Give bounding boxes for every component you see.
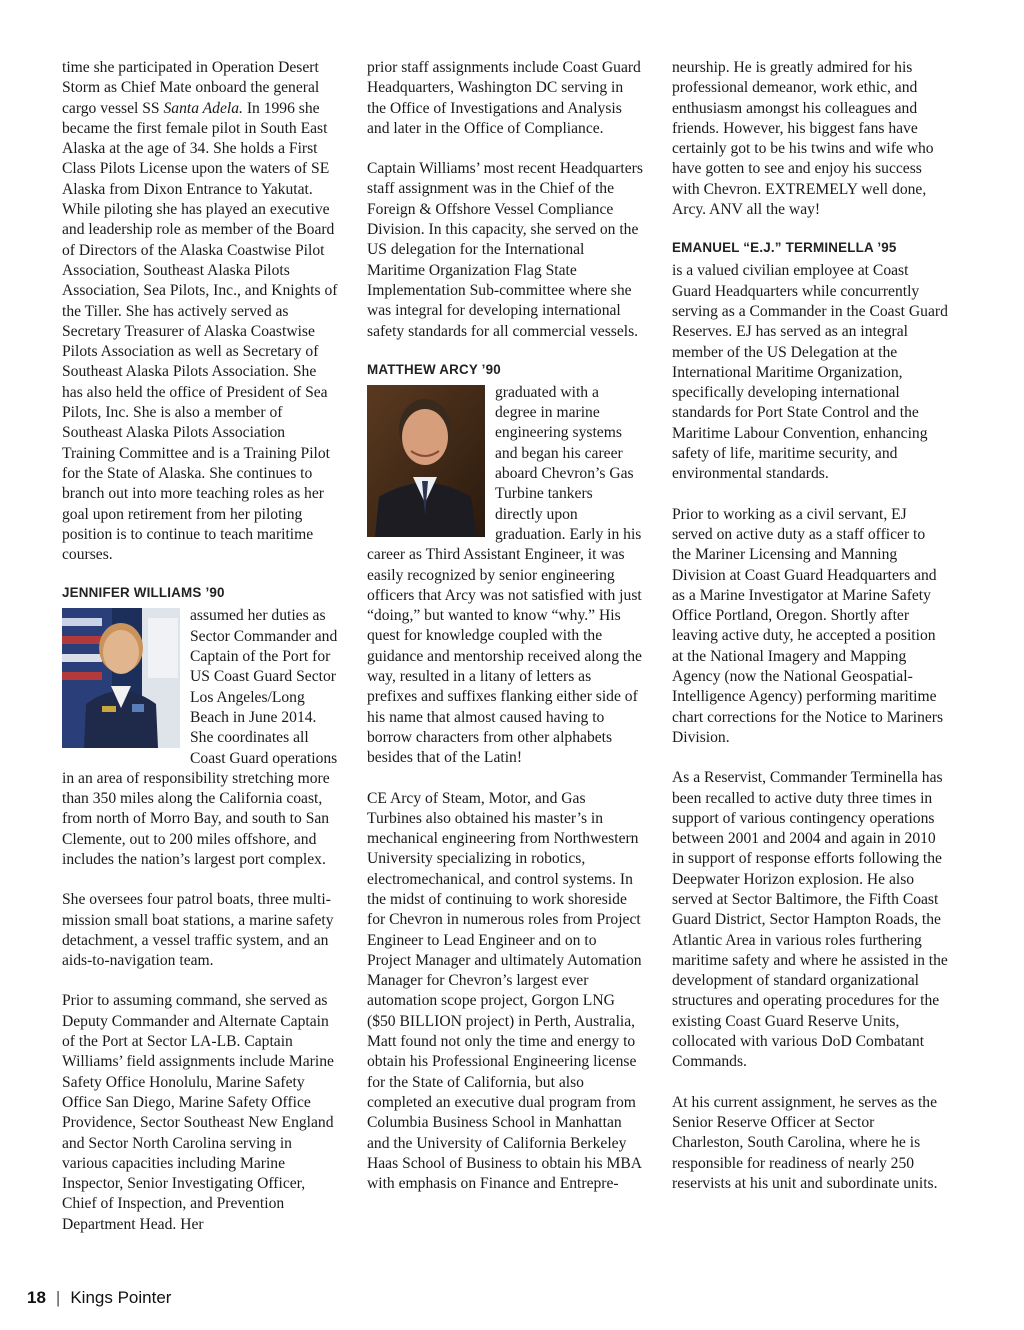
portrait-photo-williams bbox=[62, 608, 180, 748]
paragraph: She oversees four patrol boats, three multi-mission small boat stations, a marine safety detachment, a vessel traffic system, and an aids-to-navigation team. bbox=[62, 891, 334, 970]
publication-name: Kings Pointer bbox=[70, 1288, 172, 1307]
folio-separator: | bbox=[55, 1288, 61, 1307]
vessel-name: Santa Adela. bbox=[163, 99, 243, 117]
profile-heading-terminella: EMANUEL “E.J.” TERMINELLA ’95 bbox=[672, 240, 897, 256]
paragraph: As a Reservist, Commander Terminella has been recalled to active duty three times in support of various contingency operations between 2001 and 2004 and again in 2010 in support of response efforts following the Deepwater Horizon explosion. He also served at Sector Baltimore, the Fifth Coast Guard District, Sector Hampton Roads, the Atlantic Area in various roles furthering maritime safety and where he assisted in the development of standard organizational structures and operating procedures for the existing Coast Guard Reserve Units, collocated with various DoD Combatant Commands. bbox=[672, 769, 948, 1071]
portrait-photo-arcy bbox=[367, 385, 485, 537]
paragraph: At his current assignment, he serves as the Senior Reserve Officer at Sector Charleston, South Carolina, where he is responsible for readiness of nearly 250 reservists at his unit and subordinate units. bbox=[672, 1093, 938, 1192]
page-number: 18 bbox=[27, 1288, 46, 1307]
paragraph: Prior to assuming command, she served as Deputy Commander and Alternate Captain of the Port at Sector LA-LB. Captain Williams’ field assignments include Marine Safety Office Honolulu, Marine Safety Office San Diego, Marine Safety Office Providence, Sector Southeast New England and Sector North Carolina serving in various capacities including Marine Inspector, Senior Investigating Officer, Chief of Inspection, and Prevention Department Head. Her bbox=[62, 992, 334, 1233]
paragraph: assumed her duties as Sector Commander and Captain of the Port for US Coast Guard Sector Los Angeles/Long Beach in June 2014. She coordinates all Coast Guard operations in an area of responsibility stretching more than 350 miles along the California coast, from north of Morro Bay, and south to San Clemente, out to 200 miles offshore, and includes the nation’s largest port complex. bbox=[62, 607, 338, 868]
article-column-2 bbox=[367, 58, 643, 1214]
paragraph: CE Arcy of Steam, Motor, and Gas Turbines also obtained his master’s in mechanical engineering from Northwestern University specializing in robotics, electromechanical, and control systems. In the midst of continuing to work shoreside for Chevron in numerous roles from Project Engineer to Lead Engineer and on to Project Manager and ultimately Automation Manager for Chevron’s largest ever automation scope project, Gorgon LNG ($50 BILLION project) in Perth, Australia, Matt found not only the time and energy to obtain his Professional Engineering license for the State of California, but also completed an executive dual program from Columbia Business School in Manhattan and the University of California Berkeley Haas School of Business to obtain his MBA with emphasis on Finance and Entrepre- bbox=[367, 789, 642, 1193]
paragraph: Prior to working as a civil servant, EJ served on active duty as a staff officer to the Mariner Licensing and Manning Division at Coast Guard Headquarters and as a Marine Investigator at Marine Safety Office Portland, Oregon. Shortly after leaving active duty, he accepted a position at the National Imagery and Mapping Agency (now the National Geospatial-Intelligence Agency) performing maritime chart corrections for the Notice to Mariners Division. bbox=[672, 505, 944, 746]
profile-heading-arcy: MATTHEW ARCY ’90 bbox=[367, 361, 501, 377]
paragraph: Captain Williams’ most recent Headquarters staff assignment was in the Chief of the Foreign & Offshore Vessel Compliance Division. In this capacity, she served on the US delegation for the International Maritime Organization Flag State Implementation Sub-committee where she was integral for developing international safety standards for all commercial vessels. bbox=[367, 160, 643, 340]
paragraph: graduated with a degree in marine engineering systems and began his career aboard Chevron’s Gas Turbine tankers directly upon graduation. Early in his career as Third Assistant Engineer, it was easily recognized by senior engineering officers that Arcy was not satisfied with just “doing,” but wanted to know “why.” His quest for knowledge coupled with the guidance and mentorship received along the way, resulted in a litany of letters as prefixes and suffixes flanking either side of his name that almost caused having to borrow characters from other alphabets besides that of the Latin! bbox=[367, 383, 642, 767]
article-column-3 bbox=[672, 58, 948, 1214]
paragraph-continued: neurship. He is greatly admired for his professional demeanor, work ethic, and enthusiasm amongst his colleagues and friends. However, his biggest fans have certainly got to be his twins and wife who have gotten to see and enjoy his success with Chevron. EXTREMELY well done, Arcy. ANV all the way! bbox=[672, 59, 934, 219]
article-column-1 bbox=[62, 58, 338, 1255]
paragraph: is a valued civilian employee at Coast Guard Headquarters while concurrently serving as a Commander in the Coast Guard Reserves. EJ has served as an integral member of the US Delegation at the International Maritime Organization, specifically developing international standards for Port State Control and the Maritime Labour Convention, enhancing safety of life, maritime security, and environmental standards. bbox=[672, 262, 948, 483]
paragraph-continued: time she participated in Operation Desert Storm as Chief Mate onboard the general cargo vessel SS Santa Adela. In 1996 she became the first female pilot in South East Alaska at the age of 34. She holds a First Class Pilots License upon the waters of SE Alaska from Dixon Entrance to Yakutat. While piloting she has played an executive and leadership role as member of the Board of Directors of the Alaska Coastwise Pilot Association, Southeast Alaska Pilots Association, Sea Pilots, Inc., and Knights of the Tiller. She has actively served as Secretary Treasurer of Alaska Coastwise Pilots Association as well as Secretary of Southeast Alaska Pilots Association. She has also held the office of President of Sea Pilots, Inc. She is also a member of Southeast Alaska Pilots Association Training Committee and is a Training Pilot for the State of Alaska. She continues to branch out into more teaching roles as her goal upon retirement from her piloting position is to continue to teach maritime courses. bbox=[62, 59, 338, 564]
paragraph: prior staff assignments include Coast Guard Headquarters, Washington DC serving in the Office of Investigations and Analysis and later in the Office of Compliance. bbox=[367, 59, 641, 137]
page-folio bbox=[27, 1288, 171, 1308]
profile-heading-williams: JENNIFER WILLIAMS ’90 bbox=[62, 585, 225, 601]
